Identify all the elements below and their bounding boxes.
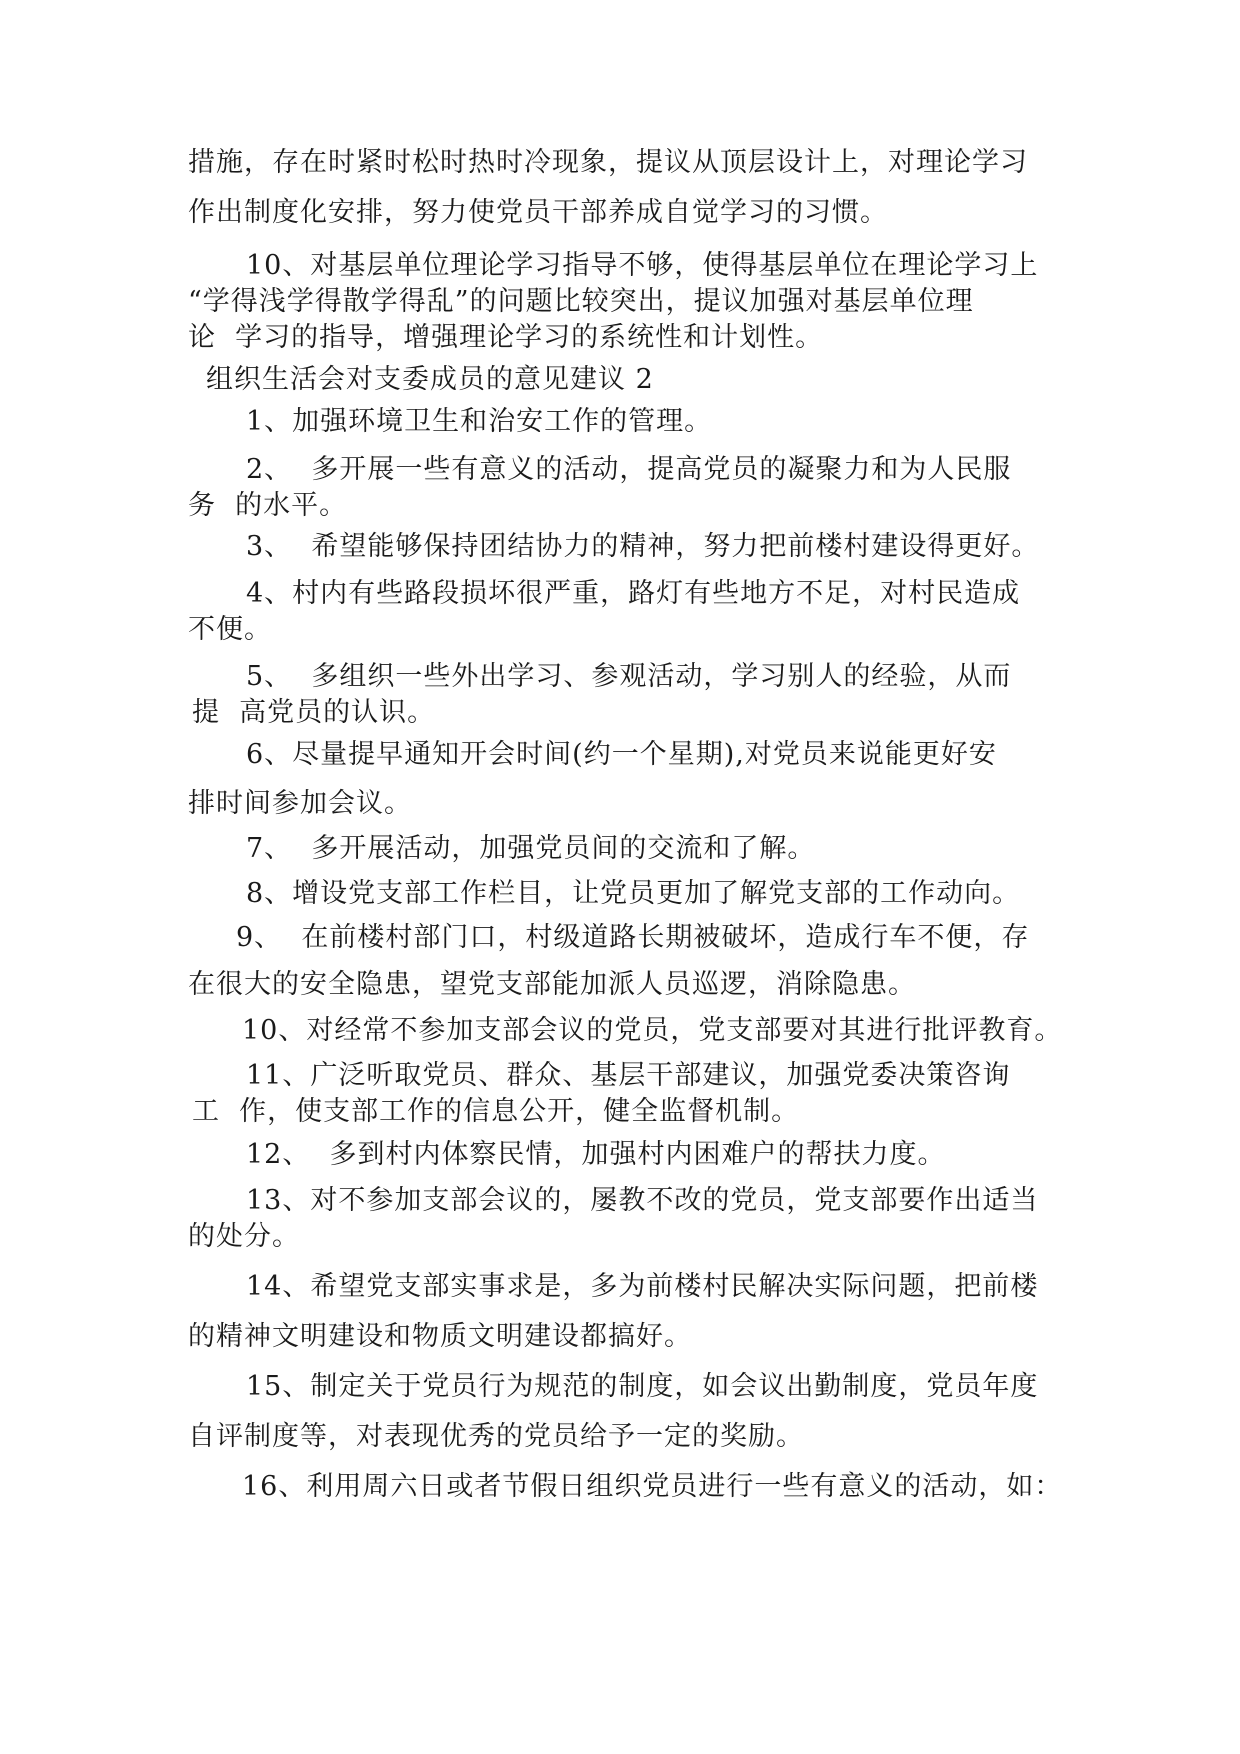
text-line: 自评制度等，对表现优秀的党员给予一定的奖励。 [188, 1421, 804, 1452]
text-line: 7、 多开展活动，加强党员间的交流和了解。 [246, 833, 816, 864]
text-line: 9、 在前楼村部门口，村级道路长期被破坏，造成行车不便，存 [236, 922, 1030, 953]
text-line: 提 高党员的认识。 [192, 697, 436, 728]
text-line: 10、对基层单位理论学习指导不够，使得基层单位在理论学习上 [246, 250, 1039, 281]
text-line: 14、希望党支部实事求是，多为前楼村民解决实际问题，把前楼 [246, 1271, 1039, 1302]
text-line: 1、加强环境卫生和治安工作的管理。 [246, 406, 713, 437]
text-line: 论 学习的指导，增强理论学习的系统性和计划性。 [188, 322, 824, 353]
text-line: 12、 多到村内体察民情，加强村内困难户的帮扶力度。 [246, 1139, 946, 1170]
text-line: 16、利用周六日或者节假日组织党员进行一些有意义的活动，如： [242, 1471, 1063, 1502]
text-line: 11、广泛听取党员、群众、基层干部建议，加强党委决策咨询 [246, 1060, 1011, 1091]
text-line: 4、村内有些路段损坏很严重，路灯有些地方不足，对村民造成 [246, 578, 1021, 609]
text-line: 15、制定关于党员行为规范的制度，如会议出勤制度，党员年度 [246, 1371, 1039, 1402]
text-line: 措施，存在时紧时松时热时冷现象，提议从顶层设计上，对理论学习 [188, 147, 1028, 178]
text-line: 6、尽量提早通知开会时间(约一个星期),对党员来说能更好安 [246, 739, 997, 770]
text-line: “学得浅学得散学得乱”的问题比较突出，提议加强对基层单位理 [188, 286, 974, 317]
text-line: 10、对经常不参加支部会议的党员，党支部要对其进行批评教育。 [242, 1015, 1063, 1046]
text-line: 排时间参加会议。 [188, 788, 412, 819]
text-line: 3、 希望能够保持团结协力的精神，努力把前楼村建设得更好。 [246, 531, 1040, 562]
text-line: 的处分。 [188, 1221, 300, 1252]
text-line: 5、 多组织一些外出学习、参观活动，学习别人的经验，从而 [246, 661, 1012, 692]
text-line: 13、对不参加支部会议的，屡教不改的党员，党支部要作出适当 [246, 1185, 1039, 1216]
text-line: 务 的水平。 [188, 490, 348, 521]
text-line: 8、增设党支部工作栏目，让党员更加了解党支部的工作动向。 [246, 878, 1021, 909]
text-line: 的精神文明建设和物质文明建设都搞好。 [188, 1321, 692, 1352]
text-line: 2、 多开展一些有意义的活动，提高党员的凝聚力和为人民服 [246, 454, 1012, 485]
text-line: 在很大的安全隐患，望党支部能加派人员巡逻，消除隐患。 [188, 969, 916, 1000]
text-line: 工 作，使支部工作的信息公开，健全监督机制。 [192, 1096, 800, 1127]
text-line: 作出制度化安排，努力使党员干部养成自觉学习的习惯。 [188, 197, 888, 228]
section-heading: 组织生活会对支委成员的意见建议 2 [206, 364, 654, 395]
text-line: 不便。 [188, 614, 272, 645]
